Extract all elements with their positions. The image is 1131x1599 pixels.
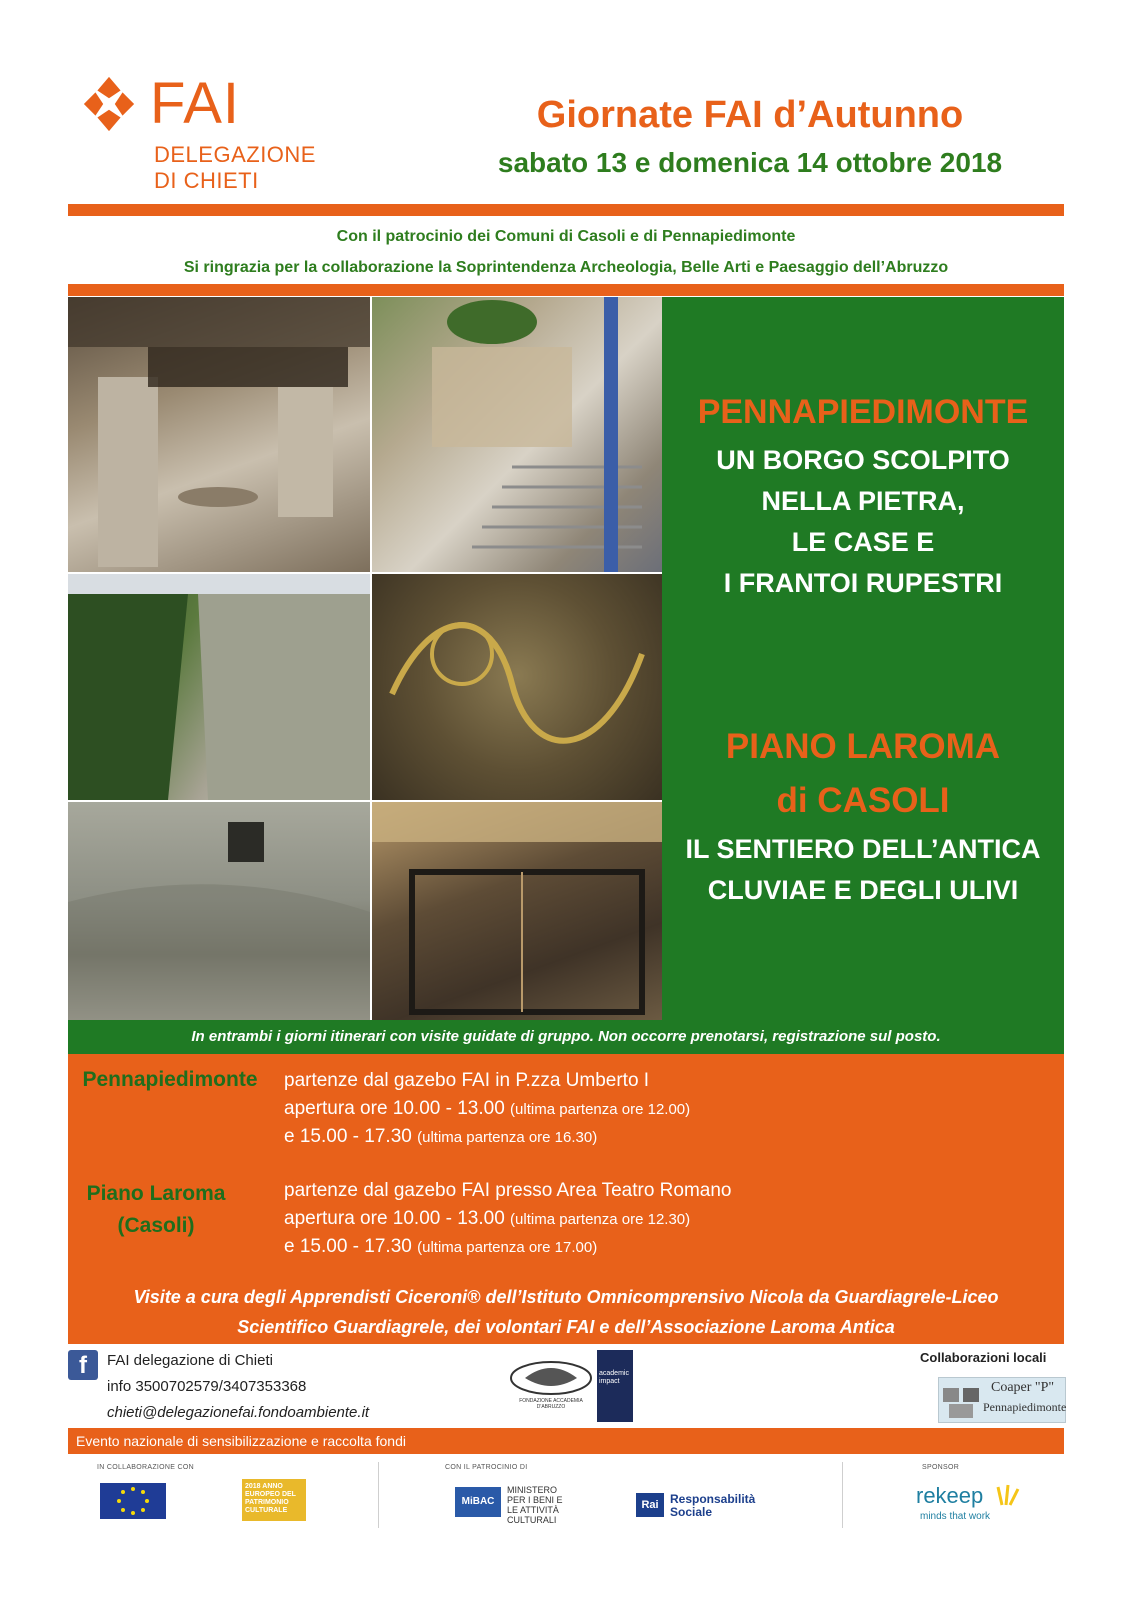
photo-stone-wall	[68, 802, 370, 1020]
mibac-logo	[455, 1485, 575, 1525]
rekeep-logo	[916, 1483, 1046, 1527]
place-2-line: CLUVIAE E DEGLI ULIVI	[707, 875, 1019, 905]
place-1-line: UN BORGO SCOLPITO	[716, 445, 1010, 475]
local-collaborations-title: Collaborazioni locali	[920, 1350, 1047, 1365]
event-title: Giornate FAI d’Autunno	[536, 94, 964, 136]
eu-stars-icon	[100, 1483, 166, 1519]
logo-delegation-text	[154, 142, 316, 194]
site-2-am	[284, 1208, 690, 1230]
site-1-label: Pennapiedimonte	[82, 1068, 258, 1091]
logo-sub-2: DI CHIETI	[154, 168, 259, 193]
rekeep-sun-icon	[992, 1483, 1022, 1509]
site-2-pm	[284, 1236, 597, 1258]
notice-text: In entrambi i giorni itinerari con visite guidate di gruppo. Non occorre prenotarsi, registrazione sul posto.	[191, 1028, 941, 1045]
site-2-label	[68, 1178, 244, 1242]
patronage-line-2: Si ringrazia per la collaborazione la Soprintendenza Archeologia, Belle Arti e Paesaggio dell’Abruzzo	[183, 259, 949, 276]
eu-flag-logo	[100, 1483, 166, 1519]
rai-logo	[636, 1491, 786, 1521]
patronage-caption: CON IL PATROCINIO DI	[445, 1464, 528, 1471]
place-1-line: NELLA PIETRA,	[761, 486, 965, 516]
logo-sub-1: DELEGAZIONE	[154, 142, 316, 167]
heritage-year-logo	[242, 1479, 306, 1521]
photo-mosaic-detail	[372, 574, 662, 800]
site-2-am-hours: apertura ore 10.00 - 13.00	[284, 1208, 505, 1229]
credits-line-1: Visite a cura degli Apprendisti Ciceroni® dell’Istituto Omnicomprensivo Nicola da Guardiagrele-Liceo	[133, 1287, 999, 1307]
place-1-title: PENNAPIEDIMONTE	[697, 393, 1029, 431]
coaper-name: Coaper "P"	[991, 1380, 1055, 1395]
place-1-line: LE CASE E	[791, 527, 935, 557]
academic-impact-logo	[597, 1350, 633, 1422]
rai-text: Responsabilità Sociale	[670, 1492, 756, 1519]
site-1-am	[284, 1098, 690, 1120]
footer-strip	[68, 1428, 1064, 1454]
email-link[interactable]: chieti@delegazionefai.fondoambiente.it	[107, 1404, 370, 1421]
site-1-am-hours: apertura ore 10.00 - 13.00	[284, 1098, 505, 1119]
description-panel	[662, 297, 1064, 1020]
rekeep-name: rekeep	[916, 1483, 984, 1508]
photo-stairs-shapes	[372, 297, 662, 572]
academic-impact-text: academic impact	[599, 1370, 629, 1385]
photo-gorge	[68, 574, 370, 800]
phone-info: info 3500702579/3407353368	[107, 1378, 307, 1395]
photo-olive-press-shapes	[68, 297, 370, 572]
photo-wall-shapes	[68, 802, 370, 1020]
site-1-am-note: (ultima partenza ore 12.00)	[510, 1101, 691, 1118]
patronage-line-1: Con il patrocinio dei Comuni di Casoli e di Pennapiedimonte	[336, 228, 796, 245]
site-2-pm-hours: e 15.00 - 17.30	[284, 1236, 412, 1257]
fondazione-text: FONDAZIONE ACCADEMIA D'ABRUZZO	[519, 1398, 583, 1410]
facebook-icon[interactable]: f	[68, 1350, 98, 1380]
coaper-town: Pennapiedimonte	[983, 1400, 1067, 1414]
event-dates: sabato 13 e domenica 14 ottobre 2018	[497, 147, 1003, 178]
site-2-pm-note: (ultima partenza ore 17.00)	[417, 1239, 598, 1256]
site-1-pm-note: (ultima partenza ore 16.30)	[417, 1129, 598, 1146]
heritage-year-text: 2018 ANNO EUROPEO DEL PATRIMONIO CULTURALE	[245, 1483, 296, 1514]
divider-line	[378, 1462, 379, 1528]
site-1-pm	[284, 1126, 597, 1148]
rai-mark: Rai	[636, 1493, 664, 1517]
site-1-pm-hours: e 15.00 - 17.30	[284, 1126, 412, 1147]
fondazione-emblem-icon	[505, 1356, 597, 1398]
photo-mosaic-floor	[372, 802, 662, 1020]
photo-floor-shapes	[372, 802, 662, 1020]
rekeep-tagline: minds that work	[920, 1511, 991, 1522]
schedule-block	[68, 1054, 1064, 1344]
photo-rock-village-stairs	[372, 297, 662, 572]
collab-caption: IN COLLABORAZIONE CON	[97, 1464, 194, 1471]
mibac-mark: MiBAC	[455, 1487, 501, 1517]
place-1-line: I FRANTOI RUPESTRI	[723, 568, 1003, 598]
fai-logo	[80, 72, 340, 202]
divider-line	[842, 1462, 843, 1528]
divider-bar	[68, 284, 1064, 296]
site-2-am-note: (ultima partenza ore 12.30)	[510, 1211, 691, 1228]
footer-strip-text: Evento nazionale di sensibilizzazione e raccolta fondi	[76, 1433, 406, 1449]
divider-bar	[68, 204, 1064, 216]
coaper-building-icon	[941, 1380, 981, 1420]
site-2-label-b: (Casoli)	[117, 1214, 195, 1237]
logo-fai-text: FAI	[150, 71, 241, 136]
place-2-title: PIANO LAROMA	[725, 727, 1001, 766]
site-1-departure: partenze dal gazebo FAI in P.zza Umberto I	[284, 1070, 650, 1091]
place-2-subtitle: di CASOLI	[776, 781, 950, 820]
photo-gorge-shapes	[68, 574, 370, 800]
site-2-departure: partenze dal gazebo FAI presso Area Teatro Romano	[284, 1180, 732, 1201]
photo-mosaic-shapes	[372, 574, 662, 800]
credits-line-2: Scientifico Guardiagrele, dei volontari FAI e dell’Associazione Laroma Antica	[237, 1317, 895, 1337]
facebook-page-link[interactable]: FAI delegazione di Chieti	[107, 1352, 273, 1369]
photo-olive-press	[68, 297, 370, 572]
sponsor-caption: SPONSOR	[922, 1464, 960, 1471]
fondazione-accademia-logo	[505, 1356, 597, 1416]
credits-text	[68, 1282, 1064, 1342]
mibac-text: MINISTERO PER I BENI E LE ATTIVITÀ CULTURALI	[507, 1485, 563, 1525]
place-2-line: IL SENTIERO DELL’ANTICA	[685, 834, 1041, 864]
coaper-logo	[938, 1377, 1066, 1423]
notice-strip	[68, 1020, 1064, 1054]
site-2-label-a: Piano Laroma	[86, 1182, 226, 1205]
fai-logo-mark-icon	[80, 74, 138, 134]
